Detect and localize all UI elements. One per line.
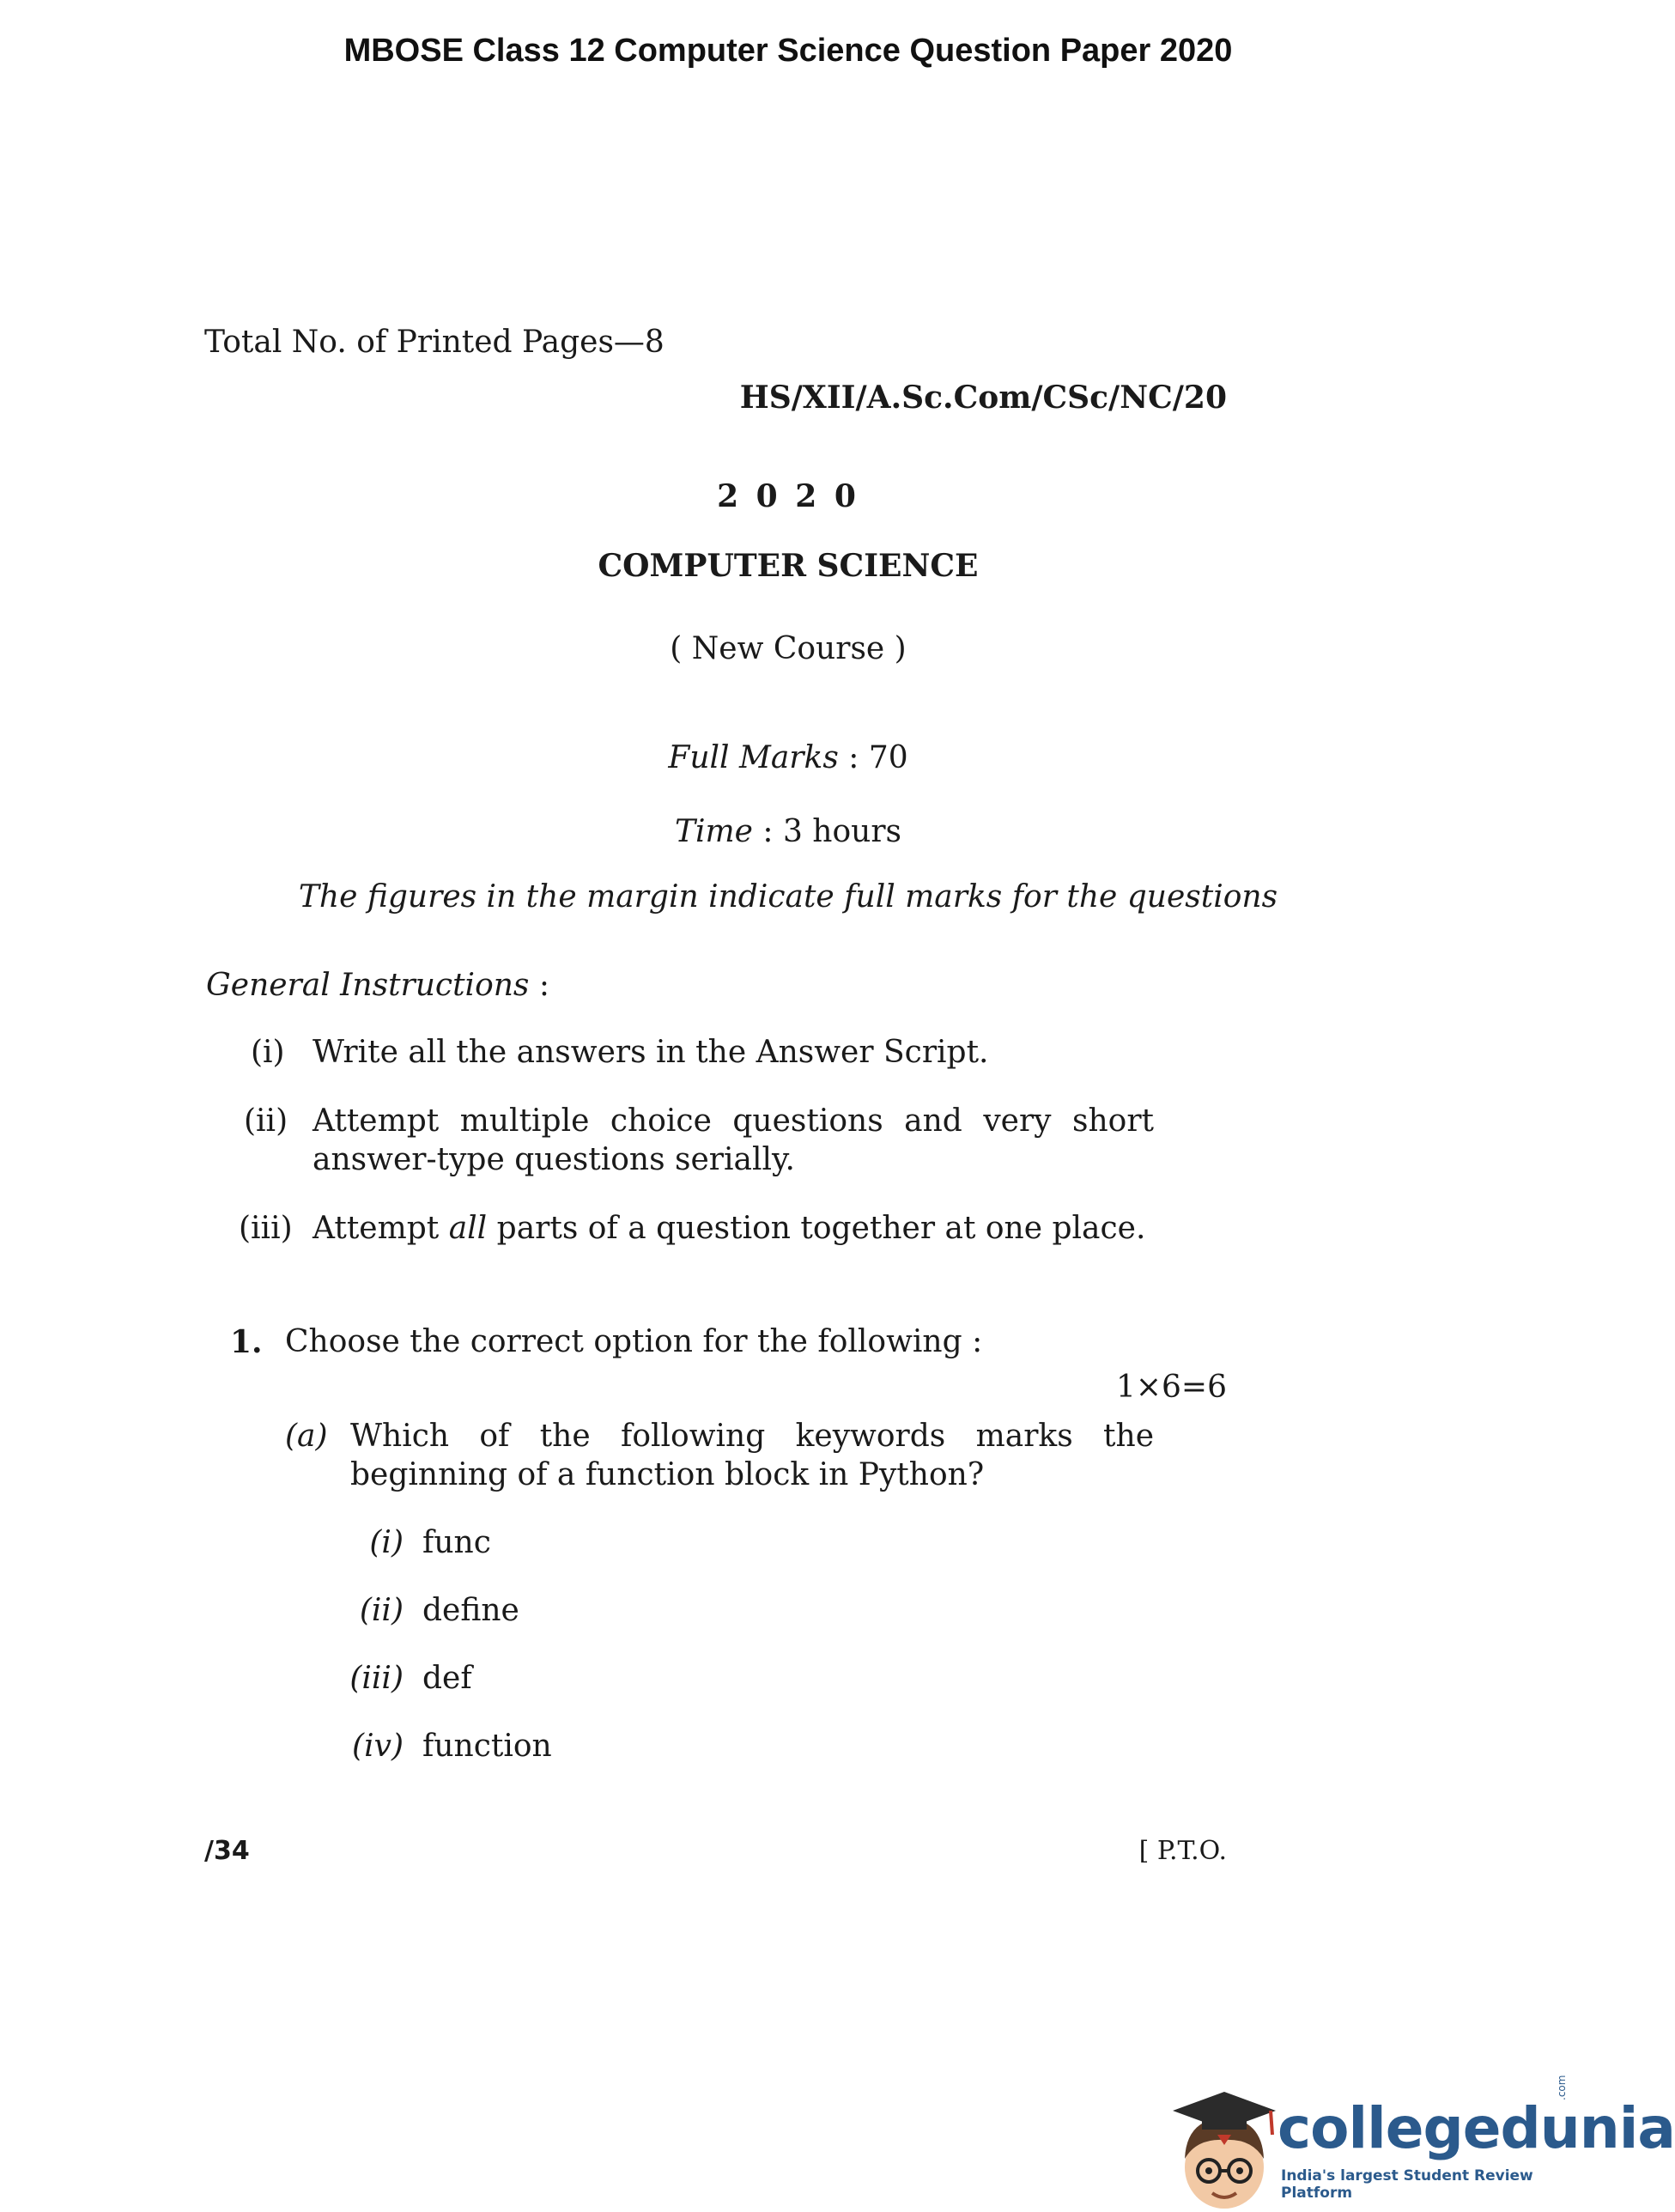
margin-marks-note: The figures in the margin indicate full marks for the questions — [298, 879, 1278, 915]
instruction-text: Write all the answers in the Answer Script. — [313, 1035, 989, 1070]
subject-title: COMPUTER SCIENCE — [598, 548, 979, 584]
option-text: def — [422, 1661, 472, 1696]
instructions-heading-colon: : — [529, 968, 549, 1003]
option-num: (iv) — [352, 1729, 404, 1764]
option-text: func — [422, 1525, 491, 1560]
instruction-emphasis: all — [448, 1211, 488, 1246]
exam-year: 2 0 2 0 — [717, 478, 859, 514]
page-code-footer: /34 — [204, 1836, 250, 1866]
question-text: Choose the correct option for the following : — [285, 1324, 983, 1359]
instruction-text — [313, 1211, 1145, 1246]
instruction-text-line: Attempt multiple choice questions and very short — [313, 1103, 1154, 1139]
mascot-icon — [1168, 2085, 1279, 2212]
option-text: define — [422, 1593, 519, 1628]
logo-wordmark: collegedunia — [1277, 2095, 1675, 2161]
sub-question-label: (a) — [285, 1419, 328, 1454]
option-num: (iii) — [349, 1661, 404, 1696]
sub-question-text-line: Which of the following keywords marks the — [350, 1419, 1154, 1454]
page-banner-title: MBOSE Class 12 Computer Science Question Paper 2020 — [343, 33, 1233, 69]
instruction-text-post: parts of a question together at one place. — [487, 1211, 1146, 1246]
instruction-text-line: answer-type questions serially. — [313, 1142, 795, 1177]
sub-question-text-line: beginning of a function block in Python? — [350, 1457, 985, 1492]
question-marks: 1×6=6 — [1115, 1370, 1227, 1405]
option-num: (ii) — [359, 1593, 404, 1628]
option-num: (i) — [369, 1525, 404, 1560]
full-marks — [0, 740, 1576, 775]
time-value: : 3 hours — [752, 814, 902, 849]
pto-footer: [ P.T.O. — [1138, 1836, 1227, 1866]
full-marks-value: : 70 — [838, 740, 908, 775]
time-allowed — [0, 814, 1576, 849]
instructions-heading-label: General Instructions — [206, 968, 530, 1003]
instructions-heading — [206, 968, 549, 1003]
question-number: 1. — [230, 1324, 263, 1360]
time-label: Time — [674, 814, 753, 849]
logo-tagline: India's largest Student Review Platform — [1281, 2167, 1533, 2202]
course-type: ( New Course ) — [670, 631, 907, 666]
instruction-text-pre: Attempt — [313, 1211, 449, 1246]
paper-code: HS/XII/A.Sc.Com/CSc/NC/20 — [739, 380, 1227, 416]
logo-dotcom: .com — [1556, 2075, 1568, 2100]
total-pages-line: Total No. of Printed Pages—8 — [204, 325, 665, 360]
instruction-num: (iii) — [239, 1211, 293, 1246]
collegedunia-logo — [1168, 2075, 1675, 2212]
instruction-num: (i) — [251, 1035, 285, 1070]
instruction-num: (ii) — [244, 1103, 288, 1139]
full-marks-label: Full Marks — [668, 740, 839, 775]
option-text: function — [422, 1729, 552, 1764]
